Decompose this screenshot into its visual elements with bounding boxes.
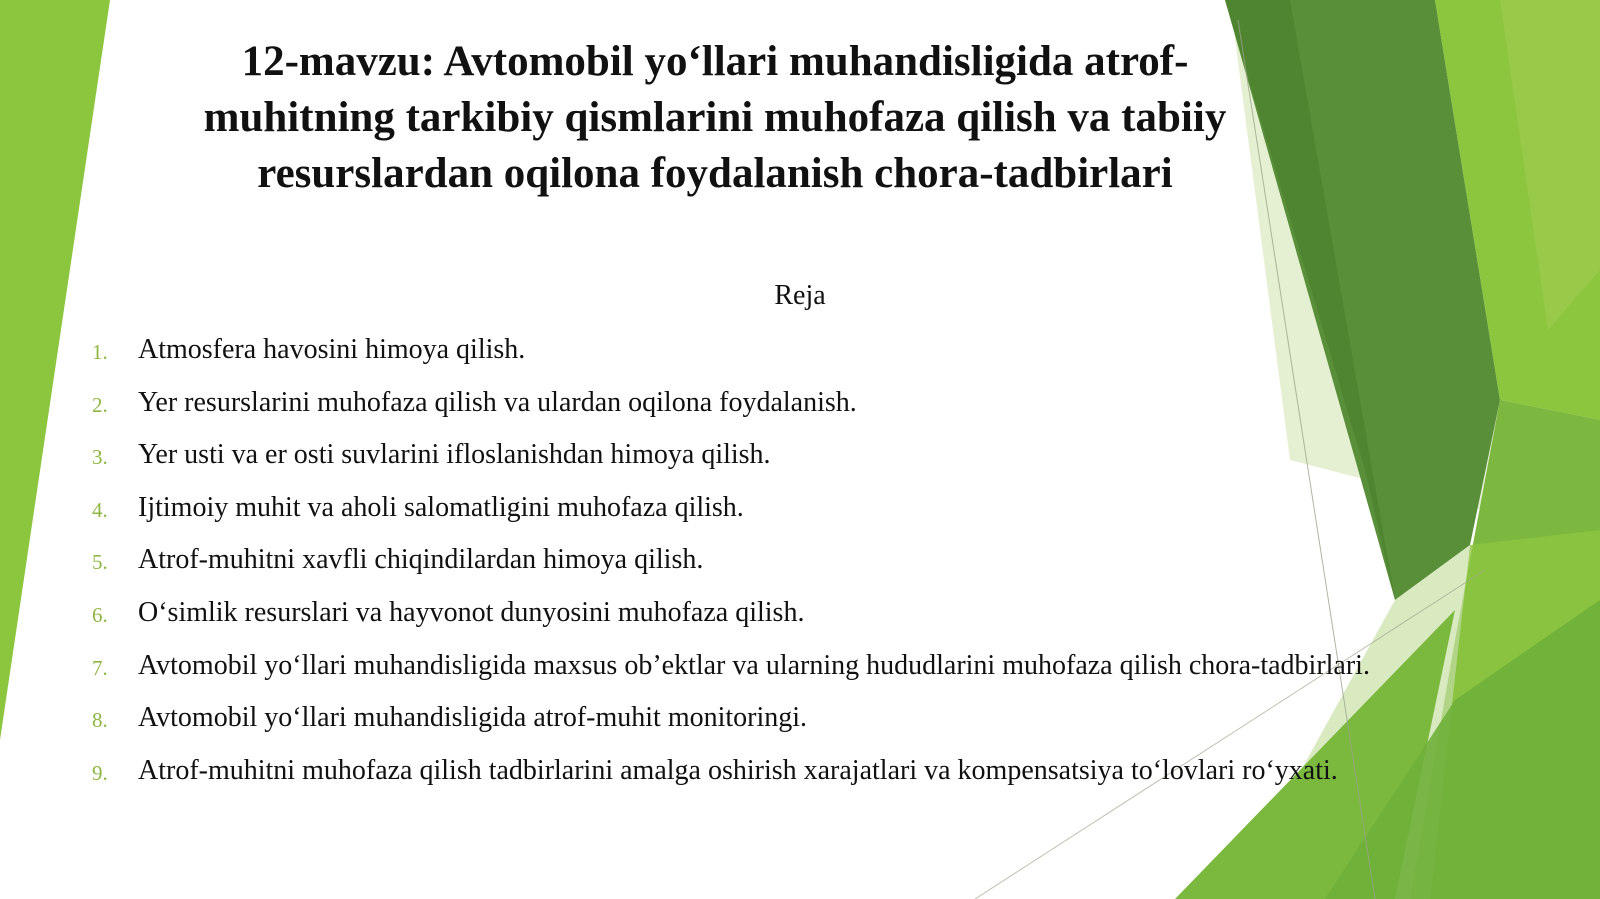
list-item-number: 8. xyxy=(92,708,108,733)
list-item-text: Yer resurslarini muhofaza qilish va ulardan oqilona foydalanish. xyxy=(138,386,857,418)
list-item-number: 3. xyxy=(92,445,108,470)
list-item-text: Avtomobil yo‘llari muhandisligida maxsus ob’ektlar va ularning hududlarini muhofaza qilish chora-tadbirlari. xyxy=(138,649,1370,681)
list-item-text: Ijtimoiy muhit va aholi salomatligini muhofaza qilish. xyxy=(138,491,744,523)
plan-heading: Reja xyxy=(774,280,826,311)
list-item-number: 1. xyxy=(92,340,108,364)
list-item-number: 5. xyxy=(92,550,108,575)
list-item-text: Atrof-muhitni xavfli chiqindilardan himoya qilish. xyxy=(138,544,704,576)
list-item-text: Atrof-muhitni muhofaza qilish tadbirlarini amalga oshirish xarajatlari va kompensatsiya to‘lovlari ro‘yxati. xyxy=(138,754,1338,786)
list-item-text: Yer usti va er osti suvlarini ifloslanishdan himoya qilish. xyxy=(138,439,771,471)
list-item-number: 4. xyxy=(92,497,108,522)
list-item-number: 7. xyxy=(92,655,108,680)
list-item-number: 6. xyxy=(92,602,108,627)
list-item-text: O‘simlik resurslari va hayvonot dunyosini muhofaza qilish. xyxy=(138,596,805,628)
list-item-text: Atmosfera havosini himoya qilish. xyxy=(138,334,526,365)
list-item-text: Avtomobil yo‘llari muhandisligida atrof-muhit monitoringi. xyxy=(138,702,808,734)
list-item-number: 2. xyxy=(92,392,108,417)
list-item-number: 9. xyxy=(92,760,108,785)
slide-title: 12-mavzu: Avtomobil yo‘llari muhandisligida atrof-muhitning tarkibiy qismlarini muhofaza qilish va tabiiy resurslardan oqilona foydalanish chora-tadbirlari xyxy=(203,38,1227,197)
